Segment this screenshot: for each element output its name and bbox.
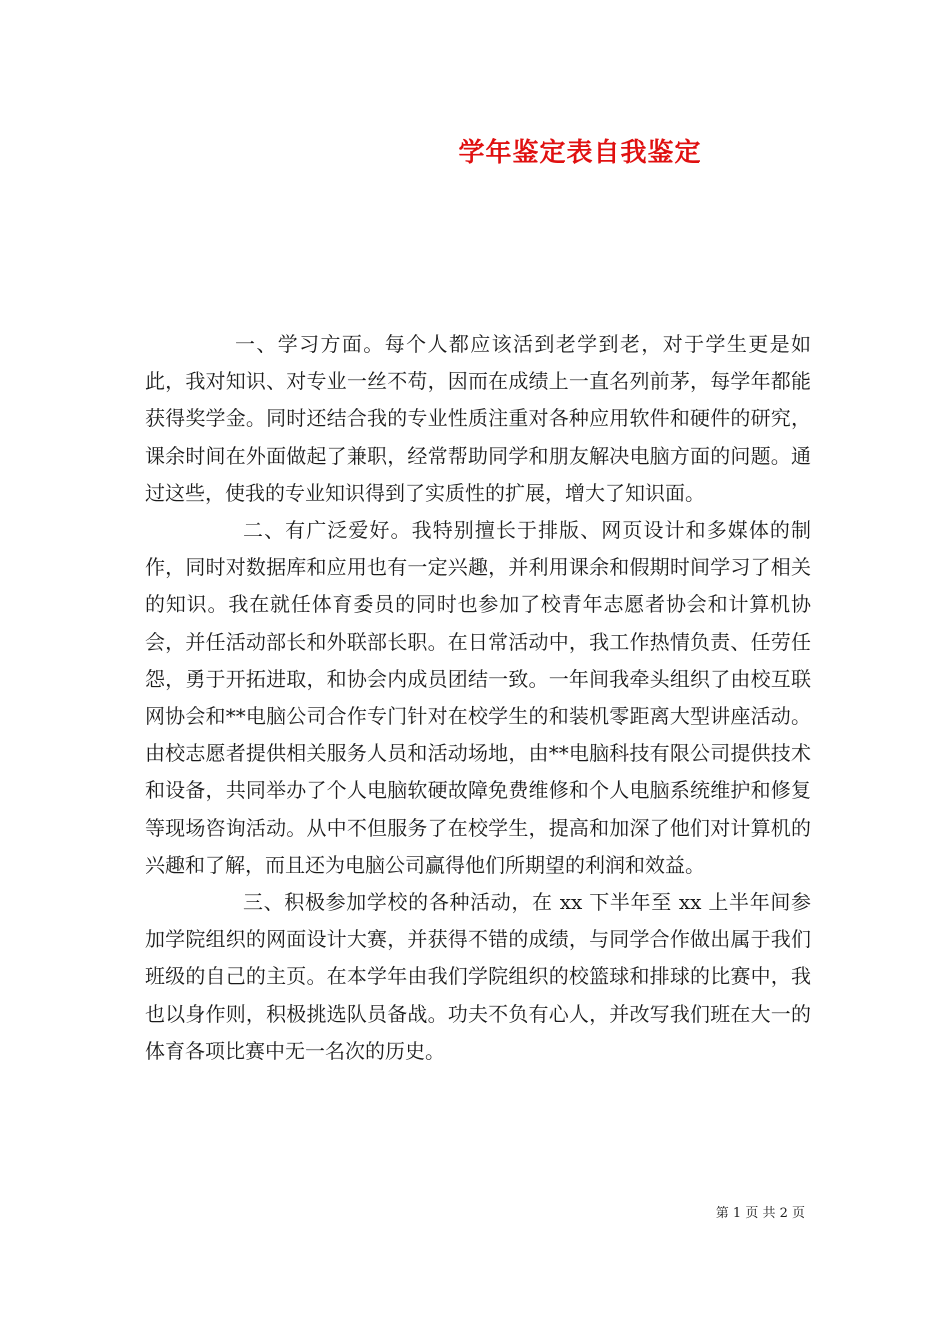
paragraph-activities: 三、积极参加学校的各种活动，在 xx 下半年至 xx 上半年间参加学院组织的网面设计大赛，并获得不错的成绩，与同学合作做出属于我们班级的自己的主页。在本学年由我们学院组织的校篮球和排球的比赛中，我也以身作则，积极挑选队员备战。功夫不负有心人，并改写我们班在大一的体育各项比赛中无一名次的历史。 [145,890,811,1063]
page-number-footer: 第 1 页 共 2 页 [715,1206,805,1221]
paragraph-hobbies: 二、有广泛爱好。我特别擅长于排版、网页设计和多媒体的制作，同时对数据库和应用也有一定兴趣，并利用课余和假期时间学习了相关的知识。我在就任体育委员的同时也参加了校青年志愿者协会和计算机协会，并任活动部长和外联部长职。在日常活动中，我工作热情负责、任劳任怨，勇于开拓进取，和协会内成员团结一致。一年间我牵头组织了由校互联网协会和**电脑公司合作专门针对在校学生的和装机零距离大型讲座活动。由校志愿者提供相关服务人员和活动场地，由**电脑科技有限公司提供技术和设备，共同举办了个人电脑软硬故障免费维修和个人电脑系统维护和修复等现场咨询活动。从中不但服务了在校学生，提高和加深了他们对计算机的兴趣和了解，而且还为电脑公司赢得他们所期望的利润和效益。 [145,518,811,877]
document-body [145,326,811,1070]
document-title: 学年鉴定表自我鉴定 [458,138,702,168]
paragraph-study: 一、学习方面。每个人都应该活到老学到老，对于学生更是如此，我对知识、对专业一丝不苟，因而在成绩上一直名列前茅，每学年都能获得奖学金。同时还结合我的专业性质注重对各种应用软件和硬件的研究，课余时间在外面做起了兼职，经常帮助同学和朋友解决电脑方面的问题。通过这些，使我的专业知识得到了实质性的扩展，增大了知识面。 [145,332,811,505]
